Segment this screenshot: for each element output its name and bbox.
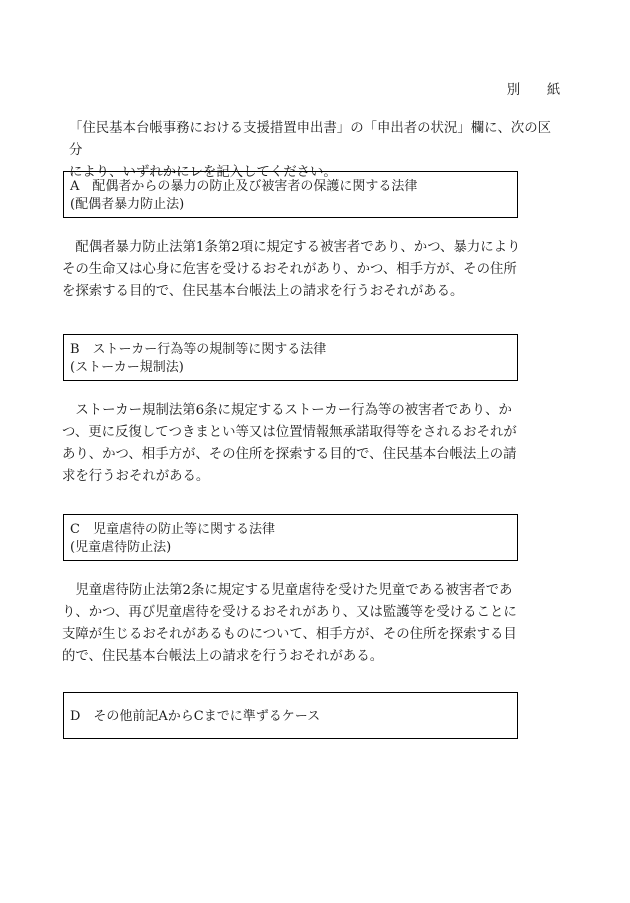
section-c-line: 支障が生じるおそれがあるものについて、相手方が、その住所を探索する目 [62,627,517,642]
section-b-box [63,334,518,381]
section-b-title: B ストーカー行為等の規制等に関する法律 [70,342,327,357]
section-c-box [63,514,518,561]
intro-line: 「住民基本台帳事務における支援措置申出書」の「申出者の状況」欄に、次の区分 [69,121,552,158]
section-c-title: C 児童虐待の防止等に関する法律 [70,522,275,537]
attachment-label: 別 紙 [506,83,567,98]
section-c-line: り、かつ、再び児童虐待を受けるおそれがあり、又は監護等を受けることに [62,605,517,620]
section-b-description [62,400,522,488]
section-a-abbrev: (配偶者暴力防止法) [70,196,185,212]
section-a-line: を探索する目的で、住民基本台帳法上の請求を行うおそれがある。 [62,284,464,299]
section-d-title: D その他前記AからCまでに準ずるケース [70,709,321,724]
section-b-abbrev: (ストーカー規制法) [70,359,184,375]
section-b-line: あり、かつ、相手方が、その住所を探索する目的で、住民基本台帳法上の請 [62,447,517,462]
section-d-box [63,692,518,739]
section-c-abbrev: (児童虐待防止法) [70,539,172,555]
section-b-line: ストーカー規制法第6条に規定するストーカー行為等の被害者であり、か [62,403,512,418]
section-a-title: A 配偶者からの暴力の防止及び被害者の保護に関する法律 [70,179,418,194]
section-b-line: 求を行うおそれがある。 [62,469,210,484]
section-a-line: その生命又は心身に危害を受けるおそれがあり、かつ、相手方が、その住所 [62,262,517,277]
section-a-box [63,171,518,218]
section-b-line: つ、更に反復してつきまとい等又は位置情報無承諾取得等をされるおそれが [62,425,517,440]
section-c-description [62,580,522,668]
section-a-line: 配偶者暴力防止法第1条第2項に規定する被害者であり、かつ、暴力により [62,240,521,255]
section-c-line: 児童虐待防止法第2条に規定する児童虐待を受けた児童である被害者であ [62,583,513,598]
section-a-description [62,237,522,303]
section-c-line: 的で、住民基本台帳法上の請求を行うおそれがある。 [62,649,384,664]
intro-line: により、いずれかにレを記入してください。 [69,165,337,180]
